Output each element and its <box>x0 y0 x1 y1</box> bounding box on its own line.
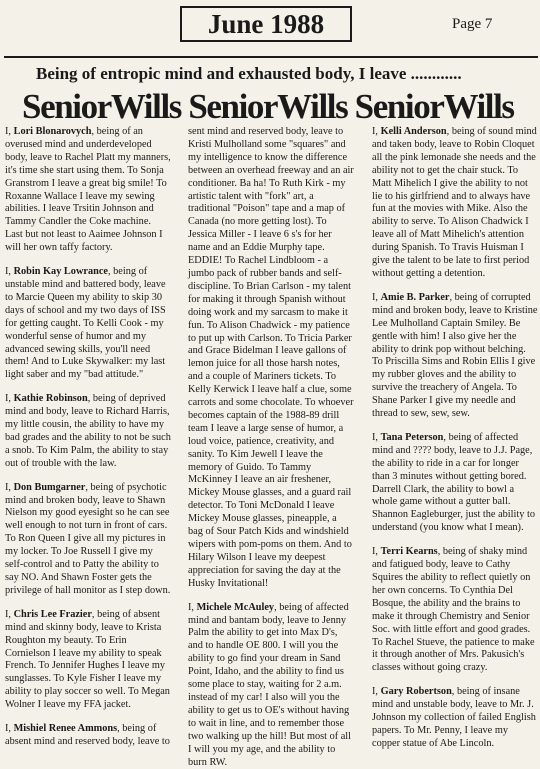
will-entry <box>5 609 171 712</box>
entry-prefix: I, <box>5 723 14 735</box>
entry-prefix: I, <box>5 608 14 620</box>
entry-text: , being of corrupted mind and broken body, leave to Kristine Lee Mulholland Captain Smiley. Be gentle with him! I also give her the ability to drink pop without belching. To Priscilla Sims and Robin Ellis I give my rubber gloves and the ability to survive the treachery of Angela. To Shane Parker I give my needle and thread to sew, sew, sew. <box>372 291 538 420</box>
entry-text: , being of deprived mind and body, leave to Richard Harris, my little cousin, the ability to have my bad grades and the ability to not be such a snob. To Kim Palm, the ability to stay out of trouble with the law. <box>5 393 171 469</box>
header-divider <box>4 56 538 58</box>
senior-name: Robin Kay Lowrance <box>13 266 108 278</box>
text-column-1 <box>5 126 171 747</box>
entry-prefix: I, <box>372 686 381 698</box>
senior-name: Kathie Robinson <box>13 393 88 405</box>
page-number: Page 7 <box>452 16 493 32</box>
senior-name: Michele McAuley <box>196 601 275 613</box>
entry-text: , being of affected mind and ???? body, leave to J.J. Page, the ability to ride in a car for longer than 3 minutes without getting bored. Darrell Clark, the ability to bowl a whole game without a gutter ball. Shannon Eagleburger, just the ability to understand (you know what I mean). <box>372 431 535 534</box>
senior-name: Lori Blonarovych <box>13 126 92 137</box>
will-entry <box>188 602 354 769</box>
senior-name: Don Bumgarner <box>13 481 86 493</box>
entry-text: , being of absent mind and skinny body, leave to Krista Roughton my beauty. To Erin Cornielson I leave my ability to speak French. To Jennifer Hughes I leave my sunglasses. To Kyle Fisher I leave my ability to play soccer so well. To Megan Wolner I leave my FFA jacket. <box>5 608 170 711</box>
will-entry <box>372 292 538 421</box>
will-entry <box>372 432 538 535</box>
entry-text: , being of unstable mind and battered body, leave to Marcie Queen my ability to skip 30 days of school and my two days of ISS for getting caught. To Kelli Cook - my wonderful sense of humor and my advanced sewing skills, you'll need them! And to Luke Skywalker: my last light saber and my "bad attitude." <box>5 266 166 381</box>
senior-name: Kelli Anderson <box>380 126 447 137</box>
entry-text: , being of sound mind and taken body, leave to Robin Cloquet all the pink lemonade she needs and the ability not to get the chair stuck. To Matt Mihelich I give the ability to not lie to his girlfriend and to always have fun at the movies with Mike. Also the ability to serve. To Alison Chadwick I leave all of Matt Mihelich's attention during Spanish. To Travis Huisman I give the talent to be late to first period without getting a detention. <box>372 126 537 279</box>
entry-text: , being of affected mind and bantam body, leave to Jenny Palm the ability to get into Max D's, and to handle OE 800. I will you the ability to go find your dream in Sand Point, Idaho, and the ability to find us some place to stay, waiting for 2 a.m. instead of my car! I also will you the ability to get us to OE's without having to wait in line, and to remember those two walking up the hill! But most of all I will you my age, and the ability to burn RW. <box>188 601 352 768</box>
entry-prefix: I, <box>372 126 381 137</box>
entry-prefix: I, <box>372 431 381 443</box>
issue-date: June 1988 <box>180 6 352 42</box>
entry-text: , being of insane mind and unstable body, leave to Mr. J. Johnson my collection of failed English papers. To Mr. Penny, I leave my copper statue of Abe Lincoln. <box>372 686 536 749</box>
will-entry <box>5 482 171 598</box>
section-subtitle: Being of entropic mind and exhausted body, I leave ............ <box>36 64 462 83</box>
senior-name: Gary Robertson <box>380 686 452 698</box>
entry-text: , being of psychotic mind and broken body, leave to Shawn Nielson my good eyesight so he can see well enough to not turn in front of cars. To Ron Queen I give all my pictures in my locker. To Joe Russell I give my self-control and to Patty the ability to say NO. And Shawn Foster gets the privilege of hall monitor as I step down. <box>5 481 171 596</box>
entry-prefix: I, <box>188 601 197 613</box>
will-entry <box>188 126 354 591</box>
text-column-2 <box>188 126 354 768</box>
entry-text: , being of shaky mind and fatigued body, leave to Cathy Squires the ability to reflect quietly on her own concerns. To Cynthia Del Bosque, the ability and the brains to make it through Chemistry and Senior Soc. with little effort and good grades. To Rachel Stueve, the patience to make it through another of Mrs. Pakusich's classes without going crazy. <box>372 546 535 674</box>
entry-text: , being of an overused mind and underdeveloped body, leave to Rachel Platt my manners, it's time she start using them. To Sonja Granstrom I leave a great big smile! To Roxanne Wallace I leave my sewing abilities. I leave Trsitin Johnson and Tammy Candler the Coke machine. Last but not least to Aaimee Johnson I will her own taffy factory. <box>5 126 171 254</box>
will-entry <box>5 126 171 255</box>
section-banner: SeniorWills SeniorWills SeniorWills <box>22 87 514 126</box>
senior-name: Mishiel Renee Ammons <box>13 723 118 735</box>
will-entry <box>372 546 538 675</box>
text-column-3 <box>372 126 538 749</box>
entry-text: , being of absent mind and reserved body, leave to <box>5 723 170 747</box>
will-entry <box>5 393 171 470</box>
will-entry <box>5 266 171 382</box>
senior-name: Amie B. Parker <box>380 291 450 303</box>
will-entry <box>372 126 538 281</box>
entry-prefix: I, <box>372 291 381 303</box>
entry-prefix: I, <box>372 546 381 558</box>
senior-name: Tana Peterson <box>380 431 444 443</box>
will-entry <box>5 723 171 749</box>
page-header <box>0 0 540 48</box>
entry-prefix: I, <box>5 393 14 405</box>
entry-prefix: I, <box>5 266 14 278</box>
will-entry <box>372 686 538 751</box>
entry-text: sent mind and reserved body, leave to Kristi Mulholland some "squares" and my intelligence to know the difference between an overhead freeway and an air conditioner. Ba ha! To Ruth Kirk - my artistic talent with "fork" art, a traditional "Poison" tape and a map of Canada (no more getting lost). To Jessica Miller - I leave 6 s's for her name and an Eddie Murphy tape. EDDIE! To Rachel Lindbloom - a jumbo pack of rubber bands and self-discipline. To Brian Carlson - my talent for making it through Spanish without doing work and my sarcasm to make it fun. To Alison Chadwick - my patience to put up with Carlson. To Tricia Parker and Grace Bidelman I leave gallons of lemon juice for all those harsh notes, and a couple of Mariners tickets. To Kelly Kerwick I leave half a clue, some carrots and some chocolate. To whoever becomes captain of the 1988-89 drill team I leave a large sense of humor, a loud voice, patience, creativity, and sanity. To Kim Jewell I leave the memory of Guido. To Tammy McKinney I leave an air freshener, Mickey Mouse glasses, and a guard rail detector. To Toni McDonald I leave Mickey Mouse glasses, pineapple, a bag of Sour Patch Kids and windshield wipers with pom-poms on them. And to Hilary Wilson I leave my deepest appreciation for saving the day at the Husky Invitational! <box>188 126 354 589</box>
entry-prefix: I, <box>5 126 14 137</box>
senior-name: Terri Kearns <box>380 546 438 558</box>
entry-prefix: I, <box>5 481 14 493</box>
senior-name: Chris Lee Frazier <box>13 608 92 620</box>
